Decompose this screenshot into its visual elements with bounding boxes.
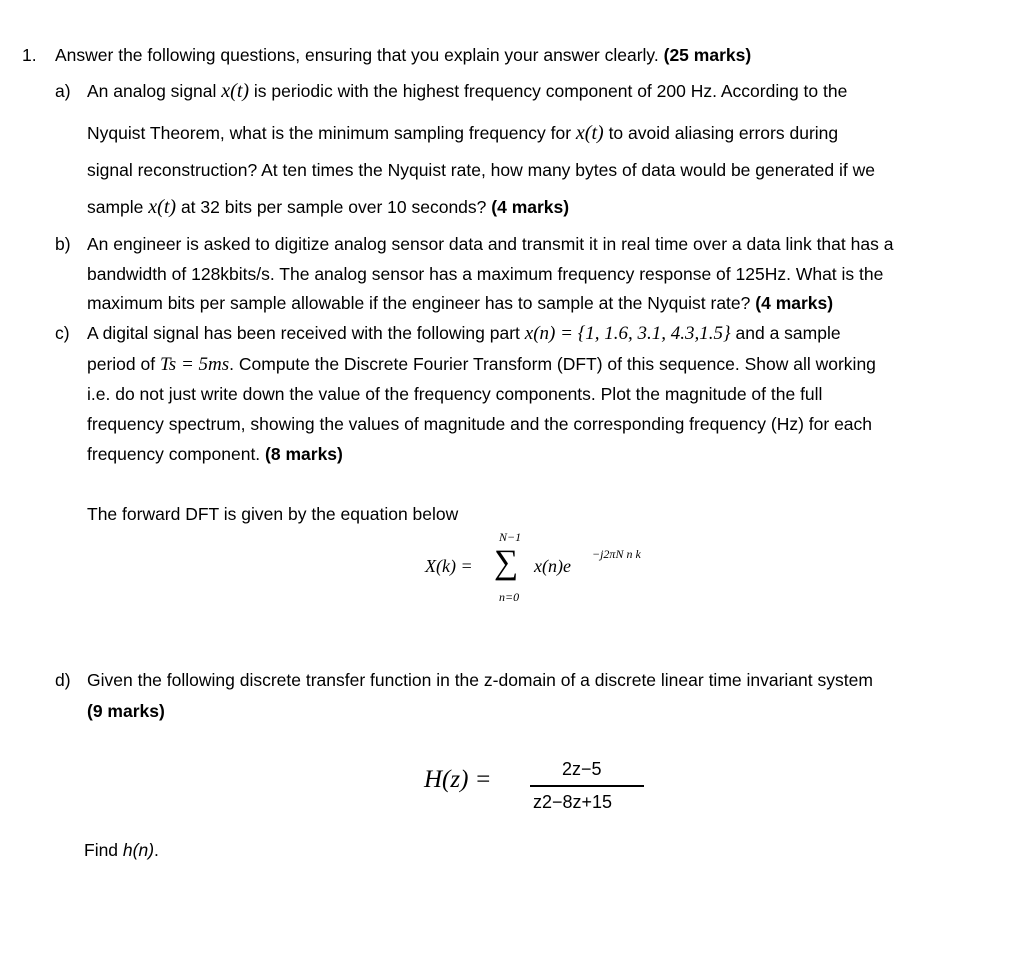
transfer-function-denominator: z2−8z+15 [533,792,613,812]
part-d-marks-line [87,700,165,722]
question-heading: Answer the following questions, ensuring that you explain your answer clearly. (25 marks) [55,45,752,65]
part-c-label: c) [55,323,70,343]
part-a-label: a) [55,81,71,101]
part-b-marks: (4 marks) [755,293,834,313]
part-c-line-5: frequency component. (8 marks) [87,444,343,464]
transfer-function-numerator: 2z−5 [562,759,602,779]
part-a-line-3: signal reconstruction? At ten times the Nyquist rate, how many bytes of data would be generated if we [87,160,875,180]
sequence-xn: x(n) = {1, 1.6, 3.1, 4.3,1.5} [524,323,731,344]
part-d-label: d) [55,670,71,690]
question-number: 1. [22,45,37,65]
part-c-line-2: period of Ts = 5ms. Compute the Discrete Fourier Transform (DFT) of this sequence. Show all working [87,354,876,375]
dft-lhs: X(k) = [425,556,473,576]
part-c-line-1: A digital signal has been received with the following part x(n) = {1, 1.6, 3.1, 4.3,1.5} and a sample [87,323,841,344]
dft-term: x(n)e [534,556,571,576]
fraction-bar [530,785,644,787]
part-c-line-3: i.e. do not just write down the value of the frequency components. Plot the magnitude of the full [87,384,823,404]
signal-xt: x(t) [575,122,604,144]
part-b-line-1: An engineer is asked to digitize analog sensor data and transmit it in real time over a data link that has a [87,234,894,254]
part-c-line-4: frequency spectrum, showing the values of magnitude and the corresponding frequency (Hz) for each [87,414,873,434]
part-a-line-1: An analog signal x(t) is periodic with the highest frequency component of 200 Hz. According to the [87,80,848,102]
find-hn: Find h(n). [84,840,159,860]
part-a-line-2: Nyquist Theorem, what is the minimum sampling frequency for x(t) to avoid aliasing errors during [87,122,839,144]
part-a-line-4: sample x(t) at 32 bits per sample over 10 seconds? (4 marks) [87,196,570,218]
part-a-marks: (4 marks) [491,197,570,217]
dft-intro: The forward DFT is given by the equation below [87,504,459,524]
question-marks: (25 marks) [663,45,752,65]
dft-sum-upper: N−1 [499,530,522,544]
part-d-marks: (9 marks) [87,701,165,721]
signal-xt: x(t) [221,80,250,102]
dft-sum-lower: n=0 [499,590,520,604]
dft-exponent: −j2πN n k [592,547,641,561]
part-b-line-3: maximum bits per sample allowable if the engineer has to sample at the Nyquist rate? (4 marks) [87,293,834,313]
part-b-label: b) [55,234,71,254]
part-b-line-2: bandwidth of 128kbits/s. The analog sensor has a maximum frequency response of 125Hz. What is the [87,264,884,284]
part-c-marks: (8 marks) [265,444,343,464]
sample-period: Ts = 5ms [159,354,230,375]
dft-sigma: ∑ [494,544,519,581]
signal-xt: x(t) [148,196,177,218]
impulse-response: h(n) [122,840,155,860]
part-d-line-1: Given the following discrete transfer function in the z-domain of a discrete linear time invariant system [87,670,873,690]
transfer-function-lhs: H(z) = [424,766,492,793]
